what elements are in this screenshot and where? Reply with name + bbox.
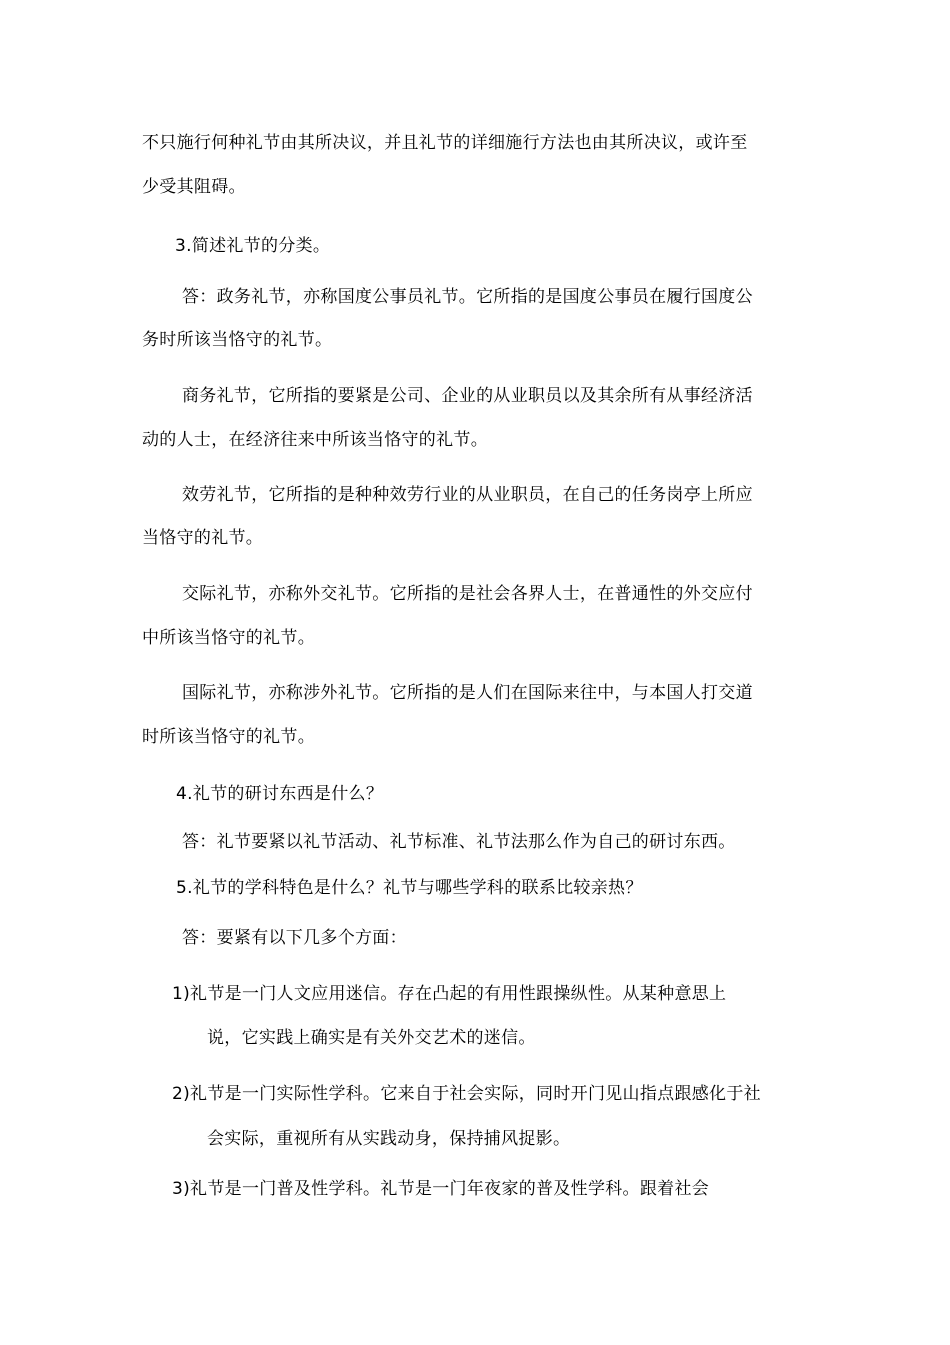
paragraph-line: 交际礼节，亦称外交礼节。它所指的是社会各界人士，在普通性的外交应付 — [182, 584, 753, 604]
answer-line: 答：政务礼节，亦称国度公事员礼节。它所指的是国度公事员在履行国度公 — [182, 287, 753, 307]
paragraph-line: 商务礼节，它所指的要紧是公司、企业的从业职员以及其余所有从事经济活 — [182, 386, 753, 406]
paragraph-line: 国际礼节，亦称涉外礼节。它所指的是人们在国际来往中，与本国人打交道 — [182, 683, 753, 703]
text-line: 动的人士，在经济往来中所该当恪守的礼节。 — [142, 430, 488, 450]
question-heading: 3.简述礼节的分类。 — [175, 236, 331, 256]
answer-line: 答：礼节要紧以礼节活动、礼节标准、礼节法那么作为自己的研讨东西。 — [182, 832, 736, 852]
list-item: 2)礼节是一门实际性学科。它来自于社会实际，同时开门见山指点跟感化于社 — [172, 1084, 761, 1104]
text-line: 少受其阻碍。 — [142, 177, 246, 197]
list-item: 3)礼节是一门普及性学科。礼节是一门年夜家的普及性学科。跟着社会 — [172, 1179, 710, 1199]
list-item-continuation: 说，它实践上确实是有关外交艺术的迷信。 — [207, 1028, 536, 1048]
question-heading: 5.礼节的学科特色是什么？礼节与哪些学科的联系比较亲热？ — [176, 878, 643, 898]
paragraph-line: 效劳礼节，它所指的是种种效劳行业的从业职员，在自己的任务岗亭上所应 — [182, 485, 753, 505]
text-line: 务时所该当恪守的礼节。 — [142, 330, 333, 350]
text-line: 当恪守的礼节。 — [142, 528, 264, 548]
text-line: 不只施行何种礼节由其所决议，并且礼节的详细施行方法也由其所决议，或许至 — [142, 133, 748, 153]
list-item: 1)礼节是一门人文应用迷信。存在凸起的有用性跟操纵性。从某种意思上 — [172, 984, 727, 1004]
text-line: 时所该当恪守的礼节。 — [142, 727, 315, 747]
question-heading: 4.礼节的研讨东西是什么？ — [176, 784, 384, 804]
list-item-continuation: 会实际，重视所有从实践动身，保持捕风捉影。 — [207, 1129, 571, 1149]
text-line: 中所该当恪守的礼节。 — [142, 628, 315, 648]
answer-line: 答：要紧有以下几多个方面： — [182, 928, 407, 948]
